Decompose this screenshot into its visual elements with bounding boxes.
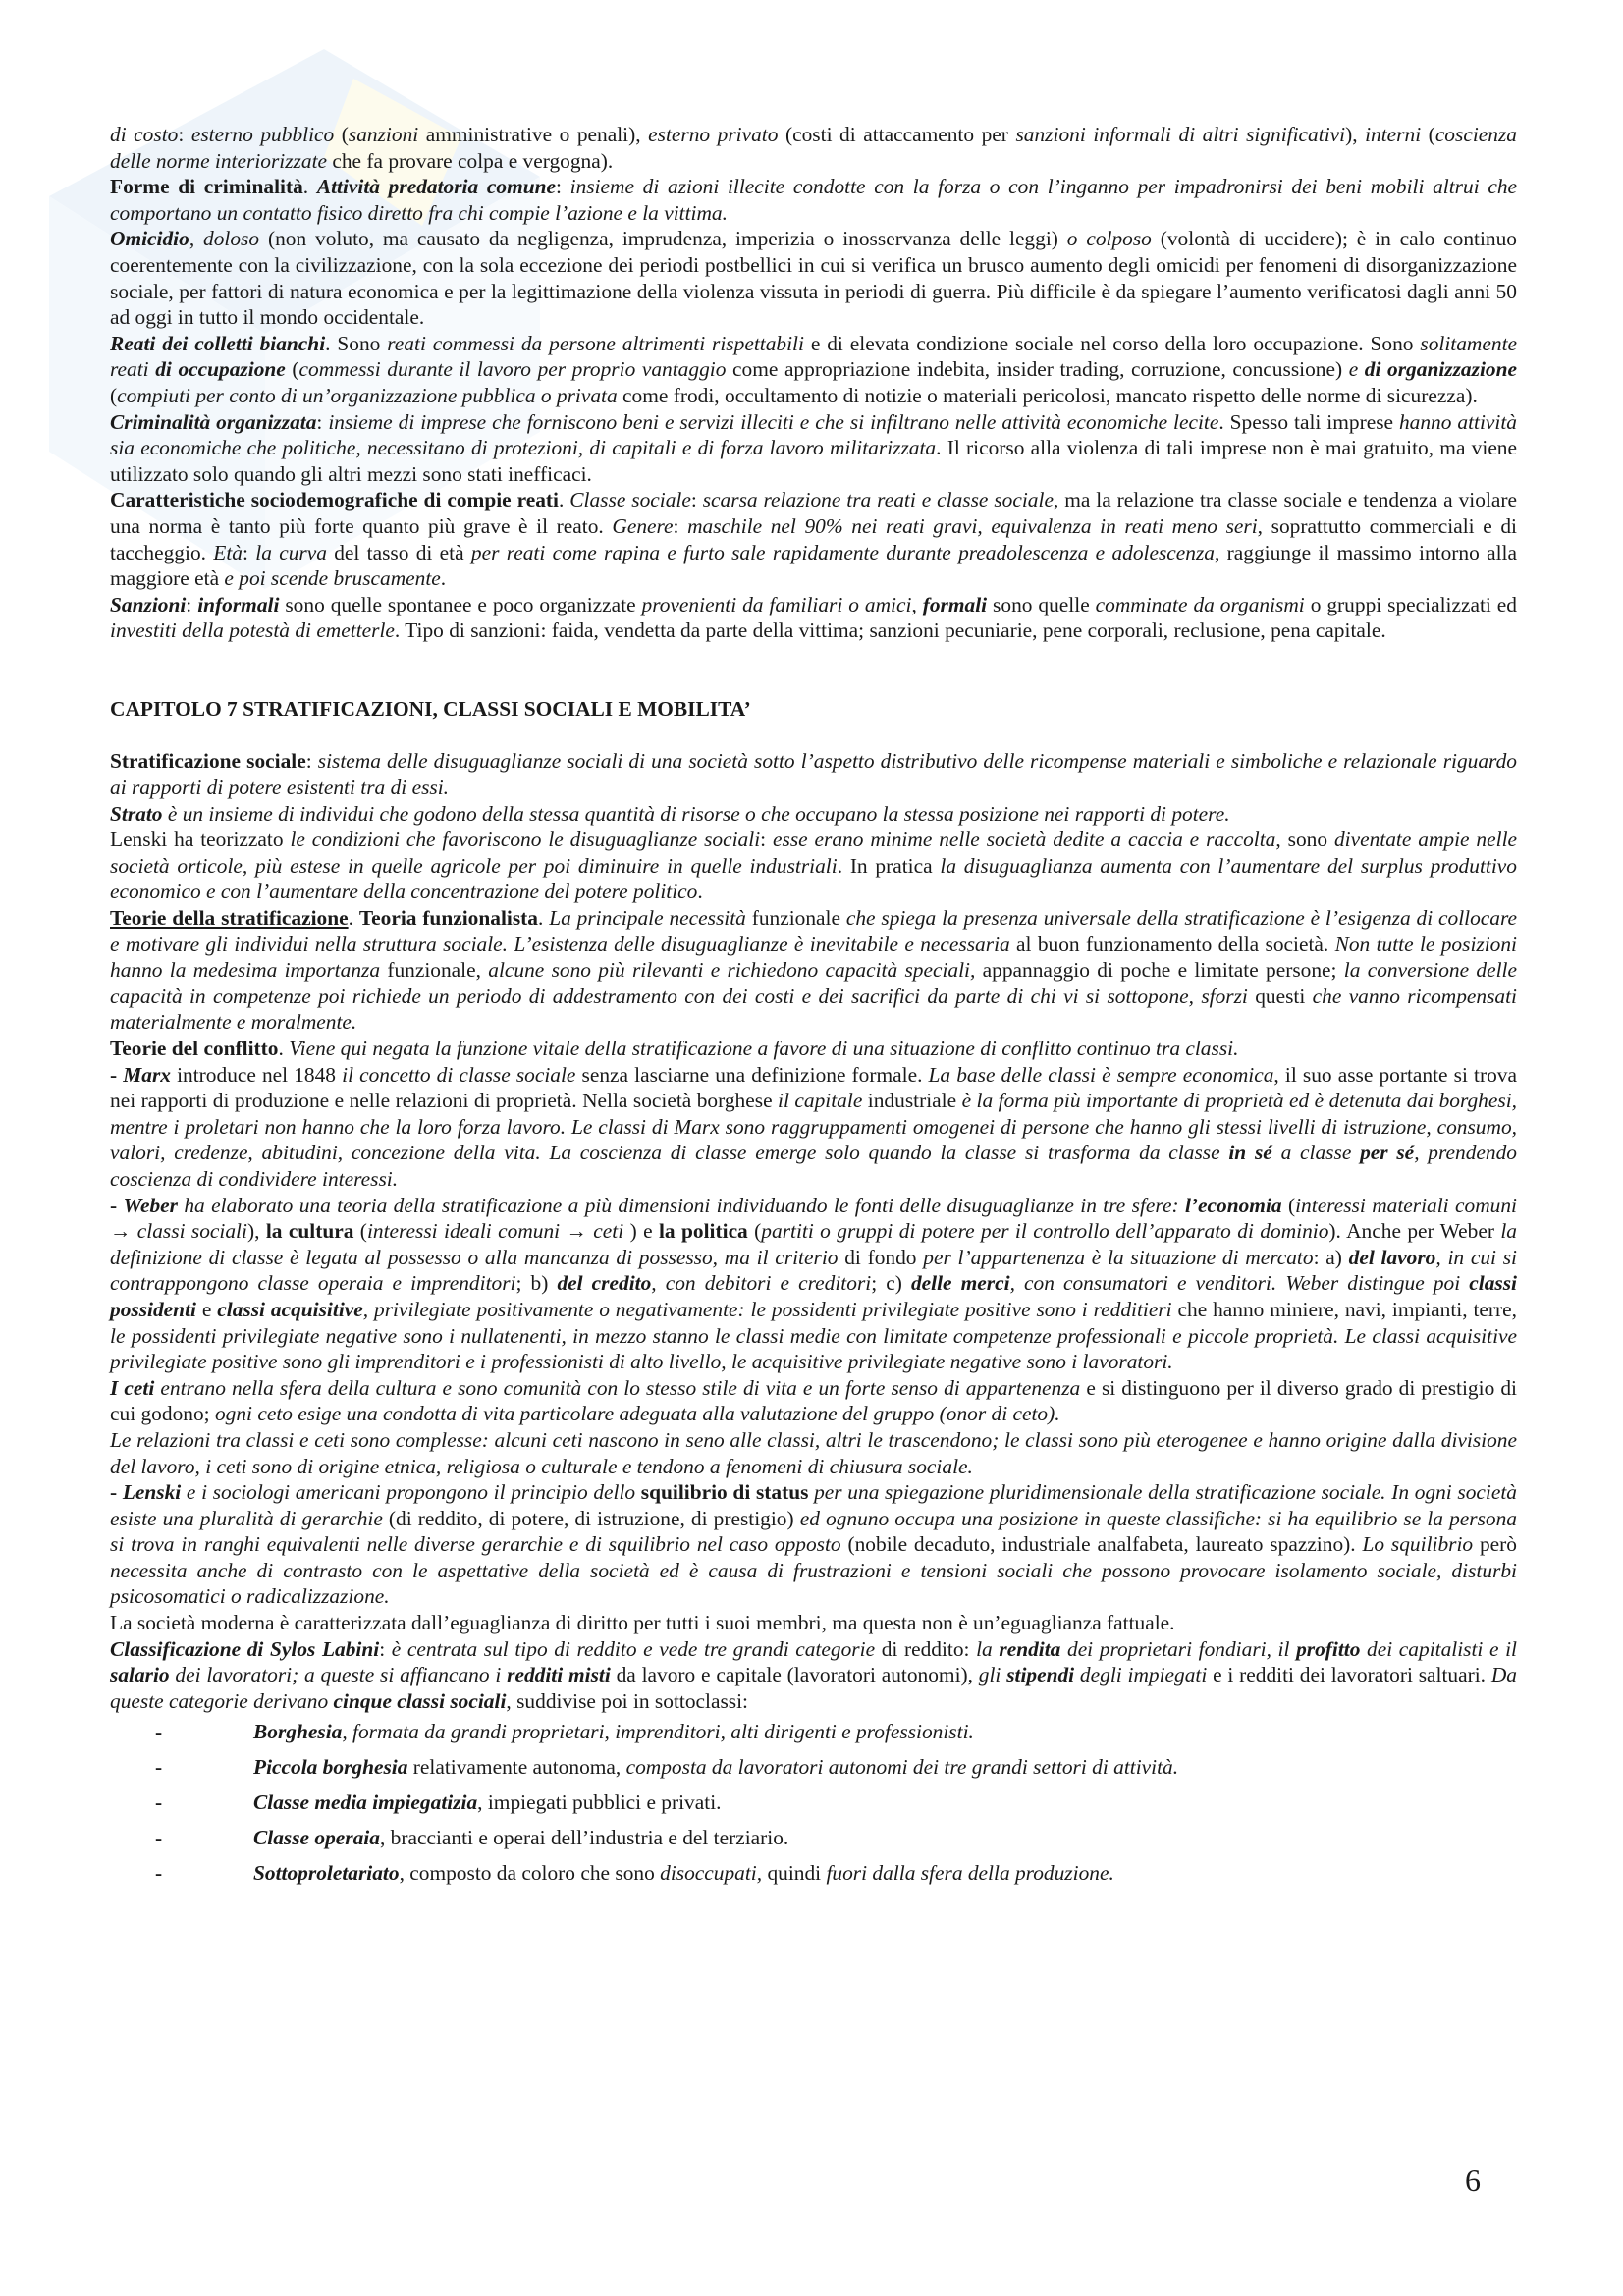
list-bullet: -: [155, 1861, 163, 1886]
paragraph-lenski: Lenski ha teorizzato le condizioni che favoriscono le disuguaglianze sociali: esse erano minime nelle società dedite a caccia e raccolta, sono diventate ampie nelle società orticole, più estese in quelle agricole per poi diminuire in quelle industriali. In pratica la disuguaglianza aumenta con l’aumentare del surplus produttivo economico e con l’aumentare della concentrazione del potere politico.: [110, 828, 1518, 904]
paragraph-stratification: Stratificazione sociale: sistema delle disuguaglianze sociali di una società sotto l’aspetto distributivo delle ricompense materiali e simboliche e relazionale riguardo ai rapporti di potere esistenti tra di essi.: [110, 749, 1517, 800]
document-page: [110, 122, 1517, 1891]
list-bullet: -: [155, 1720, 163, 1744]
paragraph-classes-ceti: Le relazioni tra classi e ceti sono complesse: alcuni ceti nascono in seno alle classi, altri le trascendono; le classi sono più eterogenee e hanno origine dalla divisione del lavoro, i ceti sono di origine etnica, religiosa o culturale e tendono a fenomeni di chiusura sociale.: [110, 1427, 1517, 1478]
paragraph-stratum: Strato è un insieme di individui che godono della stessa quantità di risorse o che occupano la stessa posizione nei rapporti di potere.: [110, 801, 1230, 826]
paragraph-costs: di costo: esterno pubblico (sanzioni amministrative o penali), esterno privato (costi di attaccamento per sanzioni informali di altri significativi), interni (coscienza delle norme interiorizzate che fa provare colpa e vergogna).: [110, 123, 1517, 173]
list-bullet: -: [155, 1790, 163, 1815]
list-item: - Borghesia, formata da grandi proprietari, imprenditori, alti dirigenti e professionisti.: [110, 1714, 1517, 1749]
paragraph-homicide: Omicidio, doloso (non voluto, ma causato da negligenza, imprudenza, imperizia o inosservanza delle leggi) o colposo (volontà di uccidere); è in calo continuo coerentemente con la civilizzazione, con la sola eccezione dei periodi postbellici in cui si verifica un brusco aumento degli omicidi per fenomeni di disorganizzazione sociale, per fattori di natura economica e per la legittimazione della violenza vissuta in periodi di guerra. Più difficile è da spiegare l’aumento verificatosi dagli anni 50 ad oggi in tutto il mondo occidentale.: [110, 227, 1517, 330]
paragraph-status-imbalance: - Lenski e i sociologi americani propongono il principio dello squilibrio di status per una spiegazione pluridimensionale della stratificazione sociale. In ogni società esiste una pluralità di gerarchie (di reddito, di potere, di istruzione, di prestigio) ed ognuno occupa una posizione in queste classifiche: si ha equilibrio se la persona si trova in ranghi equivalenti nelle diverse gerarchie e di squilibrio nel caso opposto (nobile decaduto, industriale analfabeta, laureato spazzino). Lo squilibrio però necessita anche di contrasto con le aspettative della società ed è causa di frustrazioni e tensioni sociali che possono provocare isolamento sociale, disturbi psicosomatici o radicalizzazione.: [110, 1480, 1517, 1609]
page-number: 6: [1465, 2163, 1481, 2198]
list-item: - Sottoproletariato, composto da coloro che sono disoccupati, quindi fuori dalla sfera della produzione.: [110, 1855, 1517, 1891]
paragraph-sanctions: Sanzioni: informali sono quelle spontanee e poco organizzate provenienti da familiari o amici, formali sono quelle comminate da organismi o gruppi specializzati ed investiti della potestà di emetterle. Tipo di sanzioni: faida, vendetta da parte della vittima; sanzioni pecuniarie, pene corporali, reclusione, pena capitale.: [110, 592, 1517, 643]
list-bullet: -: [155, 1826, 163, 1850]
list-item: - Classe operaia, braccianti e operai dell’industria e del terziario.: [110, 1820, 1517, 1855]
paragraph-functionalist: Teorie della stratificazione. Teoria funzionalista. La principale necessità funzionale che spiega la presenza universale della stratificazione è l’esigenza di collocare e motivare gli individui nella struttura sociale. L’esistenza delle disuguaglianze è inevitabile e necessaria al buon funzionamento della società. Non tutte le posizioni hanno la medesima importanza funzionale, alcune sono più rilevanti e richiedono capacità speciali, appannaggio di poche e limitate persone; la conversione delle capacità in competenze poi richiede un periodo di addestramento con dei costi e dei sacrifici da parte di chi vi si sottopone, sforzi questi che vanno ricompensati materialmente e moralmente.: [110, 906, 1518, 1035]
paragraph-marx: - Marx introduce nel 1848 il concetto di classe sociale senza lasciarne una definizione formale. La base delle classi è sempre economica, il suo asse portante si trova nei rapporti di produzione e nelle relazioni di proprietà. Nella società borghese il capitale industriale è la forma più importante di proprietà ed è detenuta dai borghesi, mentre i proletari non hanno che la loro forza lavoro. Le classi di Marx sono raggruppamenti omogenei di persone che hanno gli stessi livelli di istruzione, consumo, valori, credenze, abitudini, concezione della vita. La coscienza di classe emerge solo quando la classe si trasforma da classe in sé a classe per sé, prendendo coscienza di condividere interessi.: [110, 1062, 1517, 1191]
social-classes-list: [110, 1714, 1517, 1891]
list-item: - Piccola borghesia relativamente autonoma, composta da lavoratori autonomi dei tre grandi settori di attività.: [110, 1749, 1517, 1785]
paragraph-white-collar: Reati dei colletti bianchi. Sono reati commessi da persone altrimenti rispettabili e di elevata condizione sociale nel corso della loro occupazione. Sono solitamente reati di occupazione (commessi durante il lavoro per proprio vantaggio come appropriazione indebita, insider trading, corruzione, concussione) e di organizzazione (compiuti per conto di un’organizzazione pubblica o privata come frodi, occultamento di notizie o materiali pericolosi, mancato rispetto delle norme di sicurezza).: [110, 331, 1518, 407]
list-item: - Classe media impiegatizia, impiegati pubblici e privati.: [110, 1785, 1517, 1820]
chapter-title: CAPITOLO 7 STRATIFICAZIONI, CLASSI SOCIALI E MOBILITA’: [110, 696, 751, 721]
paragraph-conflict: Teorie del conflitto. Viene qui negata la funzione vitale della stratificazione a favore di una situazione di conflitto continuo tra classi.: [110, 1037, 1239, 1060]
paragraph-sylos-labini: Classificazione di Sylos Labini: è centrata sul tipo di reddito e vede tre grandi categorie di reddito: la rendita dei proprietari fondiari, il profitto dei capitalisti e il salario dei lavoratori; a queste si affiancano i redditi misti da lavoro e capitale (lavoratori autonomi), gli stipendi degli impiegati e i redditi dei lavoratori saltuari. Da queste categorie derivano cinque classi sociali, suddivise poi in sottoclassi:: [110, 1636, 1517, 1713]
paragraph-modern-society: La società moderna è caratterizzata dall’eguaglianza di diritto per tutti i suoi membri, ma questa non è un’eguaglianza fattuale.: [110, 1611, 1175, 1635]
paragraph-ceti: I ceti entrano nella sfera della cultura e sono comunità con lo stesso stile di vita e un forte senso di appartenenza e si distinguono per il diverso grado di prestigio di cui godono; ogni ceto esige una condotta di vita particolare adeguata alla valutazione del gruppo (onor di ceto).: [110, 1375, 1518, 1426]
list-bullet: -: [155, 1755, 163, 1780]
paragraph-weber: - Weber ha elaborato una teoria della stratificazione a più dimensioni individuando le fonti delle disuguaglianze in tre sfere: l’economia (interessi materiali comuni → classi sociali), la cultura (interessi ideali comuni → ceti ) e la politica (partiti o gruppi di potere per il controllo dell’apparato di dominio). Anche per Weber la definizione di classe è legata al possesso o alla mancanza di possesso, ma il criterio di fondo per l’appartenenza è la situazione di mercato: a) del lavoro, in cui si contrappongono classe operaia e imprenditori; b) del credito, con debitori e creditori; c) delle merci, con consumatori e venditori. Weber distingue poi classi possidenti e classi acquisitive, privilegiate positivamente o negativamente: le possidenti privilegiate positive sono i redditieri che hanno miniere, navi, impianti, terre, le possidenti privilegiate negative sono i nullatenenti, in mezzo stanno le classi medie con limitate competenze professionali e piccole proprietà. Le classi acquisitive privilegiate positive sono gli imprenditori e i professionisti di alto livello, le acquisitive privilegiate negative sono i lavoratori.: [110, 1193, 1517, 1374]
paragraph-organized-crime: Criminalità organizzata: insieme di imprese che forniscono beni e servizi illeciti e che si infiltrano nelle attività economiche lecite. Spesso tali imprese hanno attività sia economiche che politiche, necessitano di protezioni, di capitali e di forza lavoro militarizzata. Il ricorso alla violenza di tali imprese non è mai gratuito, ma viene utilizzato solo quando gli altri mezzi sono stati inefficaci.: [110, 409, 1517, 486]
paragraph-crime-forms: Forme di criminalità. Attività predatoria comune: insieme di azioni illecite condotte con la forza o con l’inganno per impadronirsi dei beni mobili altrui che comportano un contatto fisico diretto fra chi compie l’azione e la vittima.: [110, 175, 1518, 225]
paragraph-demographics: Caratteristiche sociodemografiche di compie reati. Classe sociale: scarsa relazione tra reati e classe sociale, ma la relazione tra classe sociale e tendenza a violare una norma è tanto più forte quanto più grave è il reato. Genere: maschile nel 90% nei reati gravi, equivalenza in reati meno seri, soprattutto commerciali e di taccheggio. Età: la curva del tasso di età per reati come rapina e furto sale rapidamente durante preadolescenza e adolescenza, raggiunge il massimo intorno alla maggiore età e poi scende bruscamente.: [110, 488, 1517, 591]
